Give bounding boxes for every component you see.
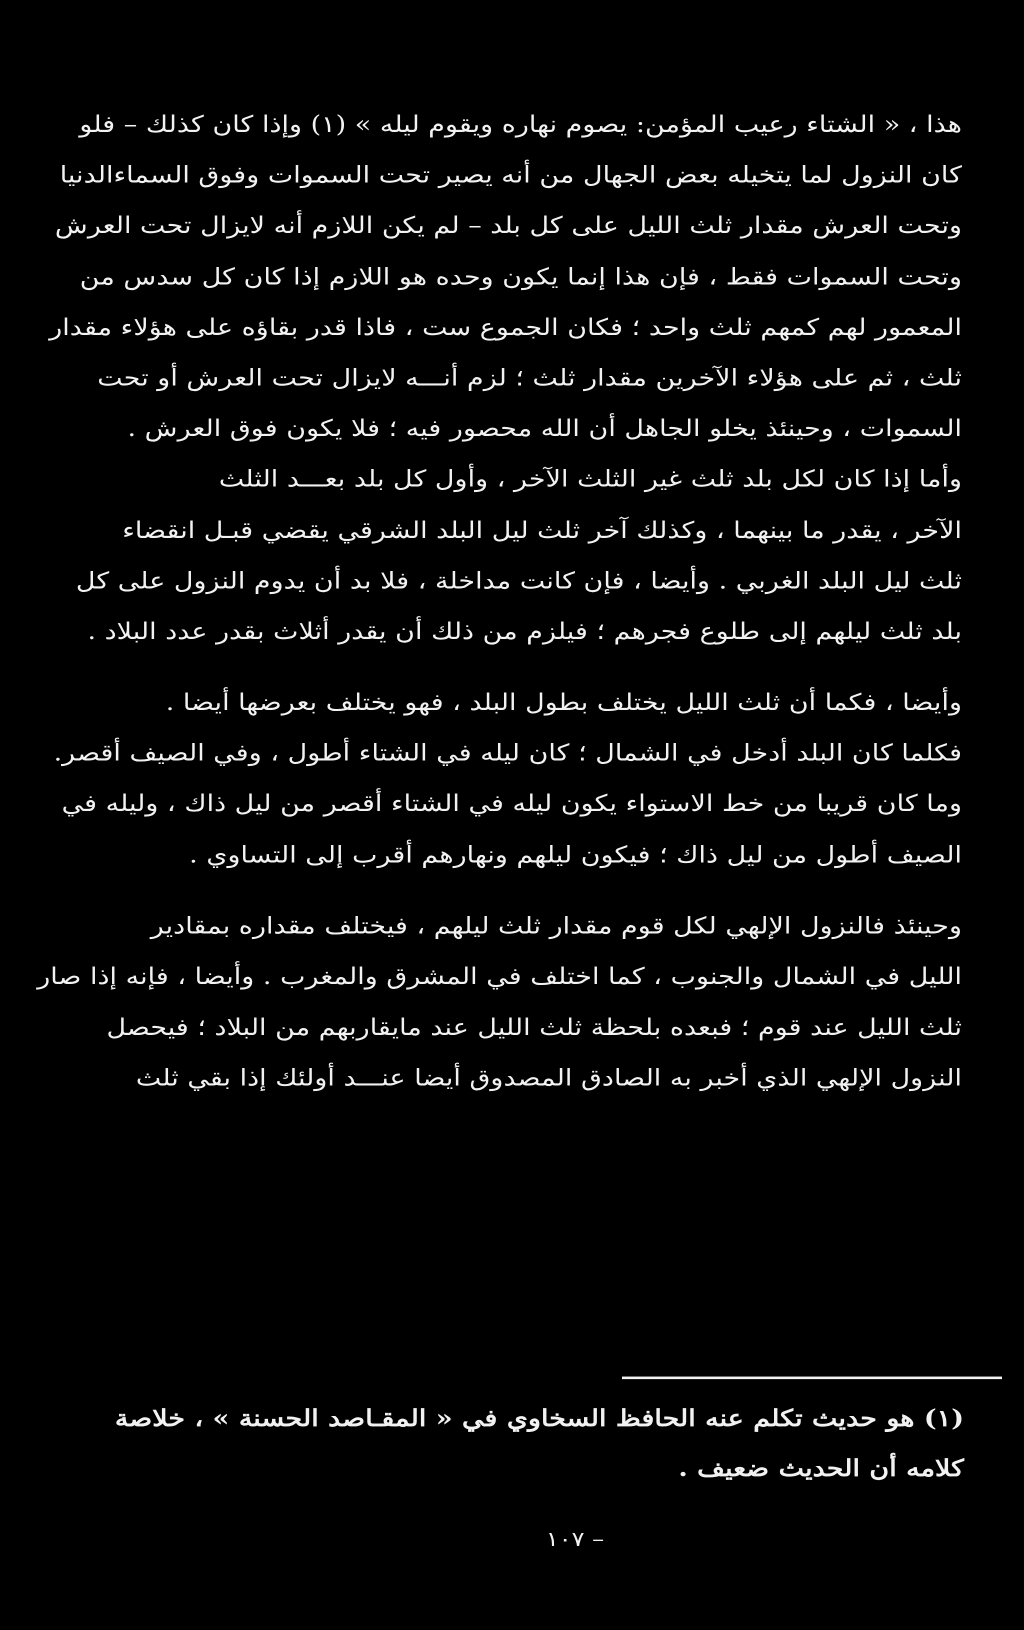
text-line: هذا ، « الشتاء رعيب المؤمن: يصوم نهاره ويقوم ليله » (١) وإذا كان كذلك – فلو — [79, 111, 962, 138]
text-line: ثلث ليل البلد الغربي . وأيضا ، فإن كانت مداخلة ، فلا بد أن يدوم النزول على كل — [75, 567, 962, 595]
footnote-line: كلامه أن الحديث ضعيف . — [678, 1455, 964, 1482]
paragraph-gap — [150, 657, 962, 678]
text-line: الصيف أطول من ليل ذاك ؛ فيكون ليلهم ونهارهم أقرب إلى التساوي . — [189, 841, 962, 869]
text-line: وحينئذ فالنزول الإلهي لكل قوم مقدار ثلث ليلهم ، فيختلف مقداره بمقادير — [150, 912, 962, 940]
page-number: – ١٠٧ — [545, 1527, 605, 1552]
text-line: وأما إذا كان لكل بلد ثلث غير الثلث الآخر ، وأول كل بلد بعـــد الثلث — [218, 466, 962, 493]
text-line: السموات ، وحينئذ يخلو الجاهل أن الله محصور فيه ؛ فلا يكون فوق العرش . — [127, 415, 962, 443]
text-line: وتحت العرش مقدار ثلث الليل على كل بلد – لم يكن اللازم أنه لايزال تحت العرش — [54, 212, 962, 240]
text-line: وأيضا ، فكما أن ثلث الليل يختلف بطول البلد ، فهو يختلف بعرضها أيضا . — [165, 689, 962, 717]
text-line: وتحت السموات فقط ، فإن هذا إنما يكون وحده هو اللازم إذا كان كل سدس من — [79, 263, 962, 291]
text-line: ثلث ، ثم على هؤلاء الآخرين مقدار ثلث ؛ لزم أنـــه لايزال تحت العرش أو تحت — [97, 364, 962, 392]
paragraph-gap — [150, 880, 962, 901]
text-line: الليل في الشمال والجنوب ، كما اختلف في المشرق والمغرب . وأيضا ، فإنه إذا صار — [37, 963, 962, 991]
text-line: فكلما كان البلد أدخل في الشمال ؛ كان ليله في الشتاء أطول ، وفي الصيف أقصر. — [53, 740, 962, 767]
footnote-line: (١) هو حديث تكلم عنه الحافظ السخاوي في « المقـاصد الحسنة » ، خلاصة — [114, 1405, 964, 1433]
text-line: النزول الإلهي الذي أخبر به الصادق المصدوق أيضا عنـــد أولئك إذا بقي ثلث — [135, 1065, 962, 1092]
footnotes — [114, 1395, 964, 1494]
text-line: ثلث الليل عند قوم ؛ فبعده بلحظة ثلث الليل عند مايقاربهم من البلاد ؛ فيحصل — [106, 1014, 962, 1041]
text-line: المعمور لهم كمهم ثلث واحد ؛ فكان الجموع ست ، فاذا قدر بقاؤه على هؤلاء مقدار — [49, 314, 962, 341]
footnote-divider — [622, 1377, 1002, 1380]
text-line: بلد ثلث ليلهم إلى طلوع فجرهم ؛ فيلزم من ذلك أن يقدر أثلاث بقدر عدد البلاد . — [87, 618, 962, 645]
text-line: وما كان قريبا من خط الاستواء يكون ليله في الشتاء أقصر من ليل ذاك ، وليله في — [61, 791, 962, 818]
body-text — [37, 99, 962, 1103]
text-line: كان النزول لما يتخيله بعض الجهال من أنه يصير تحت السموات وفوق السماءالدنيا — [59, 162, 962, 189]
text-line: الآخر ، يقدر ما بينهما ، وكذلك آخر ثلث ليل البلد الشرقي يقضي قبـل انقضاء — [122, 516, 962, 544]
